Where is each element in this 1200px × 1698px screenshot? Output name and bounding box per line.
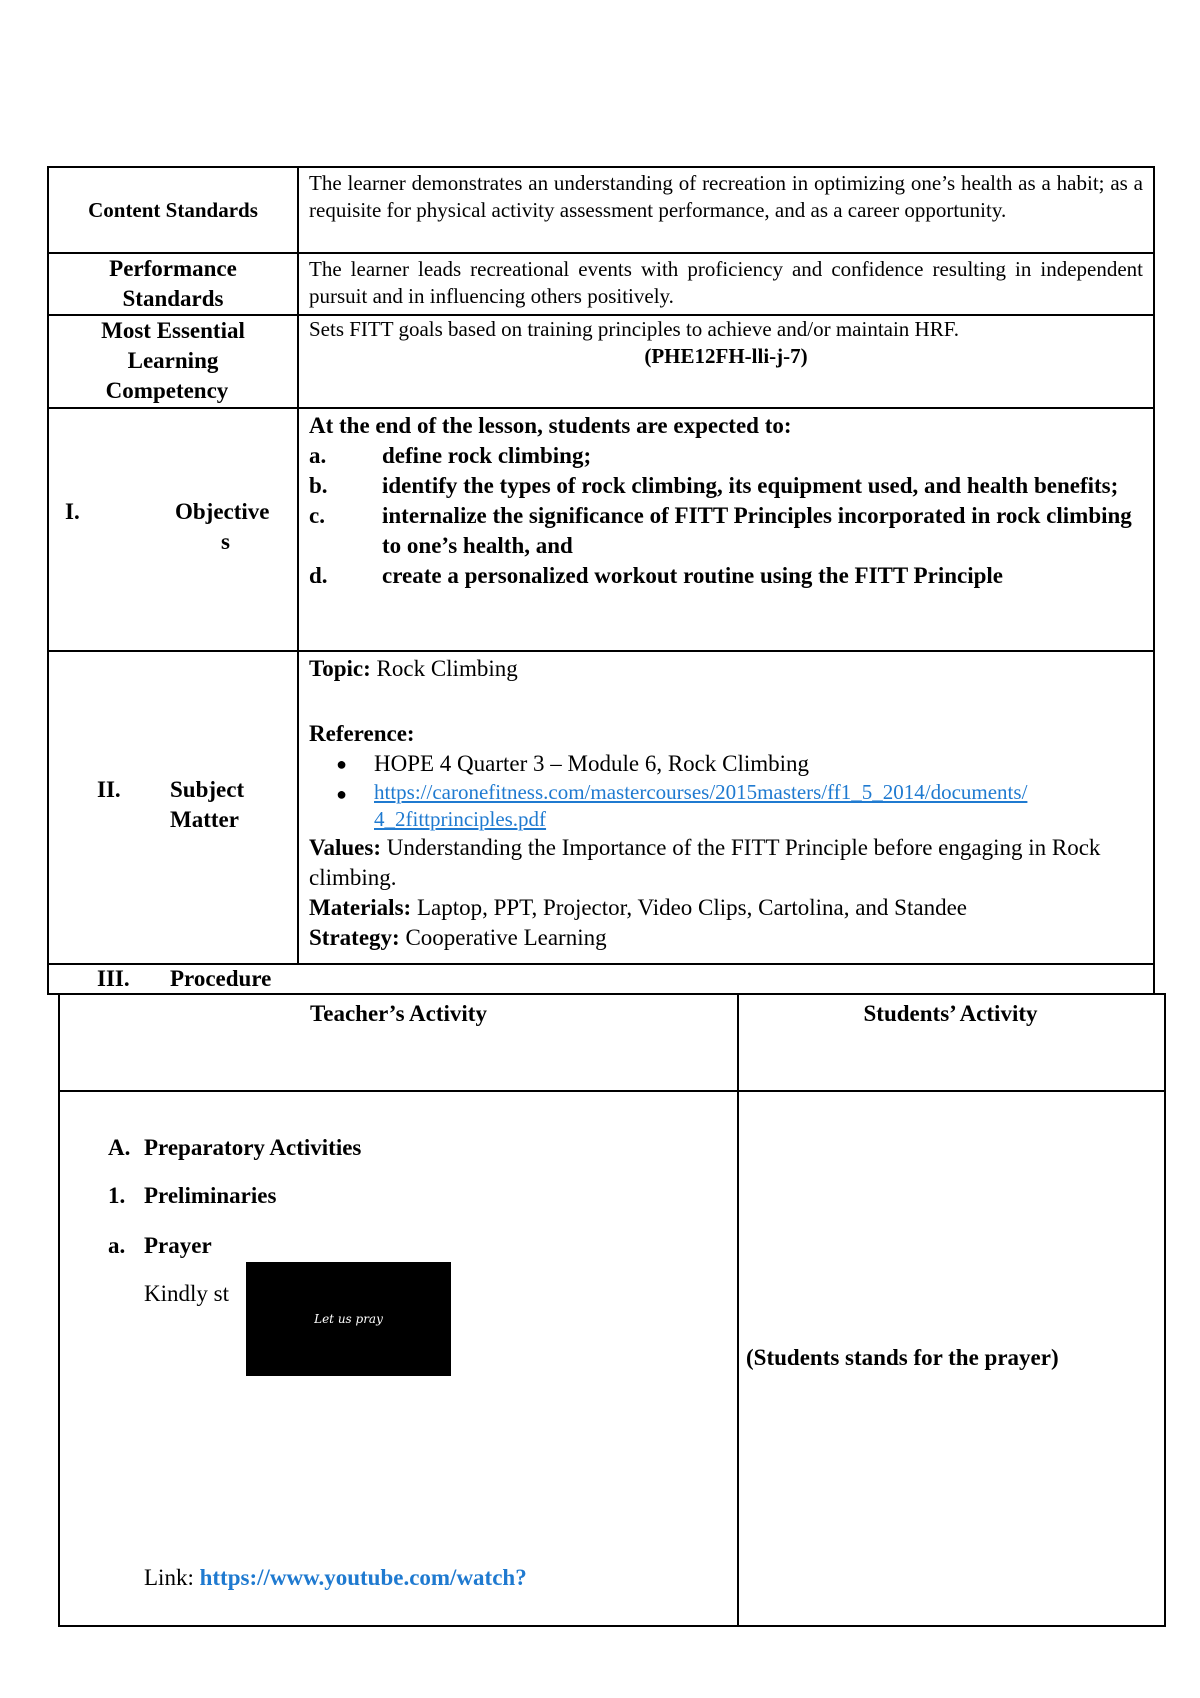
melc-text: Sets FITT goals based on training principles to achieve and/or maintain HRF. bbox=[309, 317, 959, 341]
objective-item: c. internalize the significance of FITT Principles incorporated in rock climbing to one’s health, and bbox=[309, 503, 1132, 558]
section-letter-a: A. bbox=[108, 1135, 131, 1160]
content-standards-text-cell bbox=[298, 167, 1154, 253]
performance-standards-label-2: Standards bbox=[122, 286, 224, 311]
reference-link[interactable]: https://caronefitness.com/mastercourses/2015masters/ff1_5_2014/documents/ 4_2fittprinciples.pdf bbox=[374, 780, 1028, 831]
reference-link-item: ● https://caronefitness.com/mastercourses/2015masters/ff1_5_2014/documents/ 4_2fittprinciples.pdf bbox=[336, 780, 1028, 831]
performance-standards-label-cell bbox=[48, 253, 298, 315]
objective-item: b. identify the types of rock climbing, its equipment used, and health benefits; bbox=[309, 473, 1119, 498]
objectives-label-1: Objective bbox=[175, 498, 270, 524]
item-letter-a: a. bbox=[108, 1233, 126, 1258]
values-line: Values: Understanding the Importance of the FITT Principle before engaging in Rock climbing. bbox=[309, 835, 1101, 890]
procedure-cell bbox=[48, 964, 1154, 994]
item-number-1: 1. bbox=[108, 1183, 126, 1208]
teacher-activity-header: Teacher’s Activity bbox=[310, 1001, 487, 1026]
preliminaries-heading: Preliminaries bbox=[144, 1183, 277, 1208]
content-standards-row bbox=[48, 167, 1154, 253]
melc-label-3: Competency bbox=[105, 378, 229, 403]
youtube-link[interactable]: https://www.youtube.com/watch? bbox=[199, 1565, 527, 1590]
prayer-video-thumbnail[interactable] bbox=[246, 1262, 451, 1376]
kindly-stand-text: Kindly st bbox=[144, 1281, 229, 1306]
content-standards-label: Content Standards bbox=[88, 198, 258, 222]
video-caption: Let us pray bbox=[314, 1312, 383, 1326]
procedure-row bbox=[48, 964, 1154, 994]
melc-code: (PHE12FH-lli-j-7) bbox=[644, 344, 808, 368]
objective-item: a. define rock climbing; bbox=[309, 443, 592, 468]
lesson-standards-table bbox=[47, 166, 1155, 995]
subject-matter-label-2: Matter bbox=[170, 806, 239, 832]
performance-standards-text: The learner leads recreational events with proficiency and confidence resulting in independent pursuit and in influencing others positively. bbox=[309, 257, 1143, 308]
subject-matter-row bbox=[48, 651, 1154, 964]
objectives-intro: At the end of the lesson, students are expected to: bbox=[309, 413, 792, 438]
activity-table bbox=[58, 993, 1166, 1627]
subject-matter-content-cell bbox=[298, 651, 1154, 964]
reference-label: Reference: bbox=[309, 721, 415, 746]
objectives-roman: I. bbox=[65, 498, 80, 524]
video-link-line: Link: https://www.youtube.com/watch? bbox=[144, 1565, 527, 1590]
melc-text-cell bbox=[298, 315, 1154, 408]
objectives-row bbox=[48, 408, 1154, 651]
procedure-roman: III. bbox=[97, 966, 130, 991]
melc-label-1: Most Essential bbox=[101, 318, 245, 343]
topic-line: Topic: Rock Climbing bbox=[309, 656, 518, 681]
performance-standards-row bbox=[48, 253, 1154, 315]
subject-matter-roman: II. bbox=[97, 776, 121, 802]
subject-matter-label-cell bbox=[48, 651, 298, 964]
procedure-label: Procedure bbox=[170, 966, 272, 991]
objective-item: d. create a personalized workout routine using the FITT Principle bbox=[309, 563, 1003, 588]
prayer-heading: Prayer bbox=[144, 1233, 212, 1258]
objectives-list bbox=[299, 409, 1153, 593]
subject-matter-label-1: Subject bbox=[170, 776, 245, 802]
student-response-prayer: (Students stands for the prayer) bbox=[746, 1345, 1059, 1370]
melc-label-2: Learning bbox=[127, 348, 219, 373]
preparatory-activities-heading: Preparatory Activities bbox=[144, 1135, 362, 1160]
objectives-label-cell bbox=[48, 408, 298, 651]
performance-standards-text-cell bbox=[298, 253, 1154, 315]
objectives-content-cell bbox=[298, 408, 1154, 651]
reference-item: ● HOPE 4 Quarter 3 – Module 6, Rock Climbing bbox=[336, 751, 810, 776]
content-standards-text: The learner demonstrates an understanding of recreation in optimizing one’s health as a habit; as a requisite for physical activity assessment performance, and as a career opportunity. bbox=[309, 171, 1143, 222]
students-activity-header: Students’ Activity bbox=[863, 1001, 1038, 1026]
performance-standards-label-1: Performance bbox=[109, 256, 237, 281]
strategy-line: Strategy: Cooperative Learning bbox=[309, 925, 607, 950]
melc-row bbox=[48, 315, 1154, 408]
materials-line: Materials: Laptop, PPT, Projector, Video Clips, Cartolina, and Standee bbox=[309, 895, 967, 920]
content-standards-label-cell bbox=[48, 167, 298, 253]
objectives-label-2: s bbox=[221, 528, 230, 554]
melc-label-cell bbox=[48, 315, 298, 408]
